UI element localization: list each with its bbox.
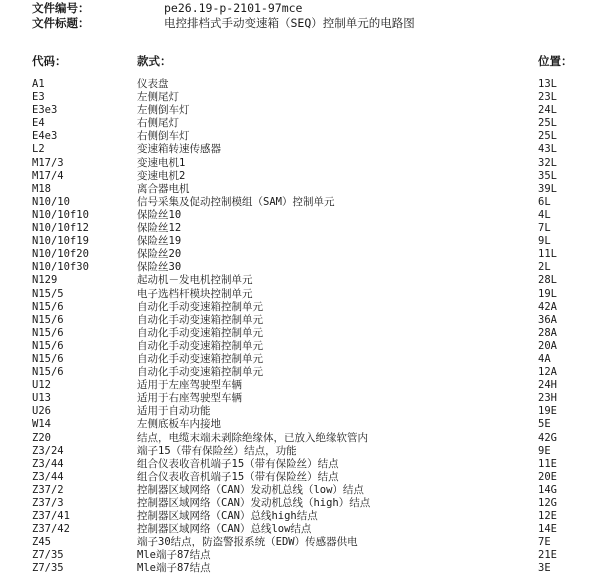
row-code: N15/6 bbox=[32, 366, 64, 379]
row-code: U13 bbox=[32, 392, 51, 405]
row-location: 19L bbox=[538, 287, 557, 300]
table-row bbox=[0, 366, 601, 379]
row-description: 右侧尾灯 bbox=[137, 117, 179, 130]
row-code: N15/6 bbox=[32, 300, 64, 313]
document-number-value: pe26.19-p-2101-97mce bbox=[164, 1, 303, 15]
row-description: 组合仪表收音机端子15（带有保险丝）结点 bbox=[137, 457, 339, 470]
table-row bbox=[0, 510, 601, 523]
row-description: 变速电机1 bbox=[137, 156, 186, 169]
row-description: 控制器区域网络（CAN）总线low结点 bbox=[137, 523, 312, 536]
row-location: 25L bbox=[538, 130, 557, 143]
row-description: 自动化手动变速箱控制单元 bbox=[137, 313, 263, 326]
table-row bbox=[0, 405, 601, 418]
table-row bbox=[0, 471, 601, 484]
row-location: 7E bbox=[538, 536, 551, 549]
row-description: 保险丝20 bbox=[137, 248, 182, 261]
row-code: L2 bbox=[32, 143, 45, 156]
table-row bbox=[0, 458, 601, 471]
row-location: 28A bbox=[538, 326, 557, 339]
row-location: 13L bbox=[538, 78, 557, 90]
row-location: 20E bbox=[538, 470, 557, 483]
table-row bbox=[0, 235, 601, 248]
row-description: 变速电机2 bbox=[137, 169, 186, 182]
row-code: M17/4 bbox=[32, 169, 64, 182]
table-row bbox=[0, 379, 601, 392]
row-location: 14E bbox=[538, 523, 557, 536]
table-row bbox=[0, 183, 601, 196]
row-description: 起动机－发电机控制单元 bbox=[137, 274, 253, 287]
row-location: 14G bbox=[538, 483, 557, 496]
row-description: 自动化手动变速箱控制单元 bbox=[137, 352, 263, 365]
row-code: Z37/42 bbox=[32, 523, 70, 536]
table-row bbox=[0, 549, 601, 562]
row-location: 39L bbox=[538, 182, 557, 195]
table-row bbox=[0, 484, 601, 497]
table-row bbox=[0, 196, 601, 209]
row-location: 23H bbox=[538, 392, 557, 405]
row-code: Z37/2 bbox=[32, 483, 64, 496]
table-row bbox=[0, 261, 601, 274]
table-row bbox=[0, 222, 601, 235]
row-description: Mle端子87结点 bbox=[137, 549, 211, 562]
row-description: 左侧倒车灯 bbox=[137, 104, 190, 117]
row-description: 控制器区域网络（CAN）总线high结点 bbox=[137, 510, 318, 523]
component-table bbox=[0, 78, 601, 576]
row-location: 24L bbox=[538, 104, 557, 117]
row-location: 12G bbox=[538, 497, 557, 509]
row-code: Z20 bbox=[32, 431, 51, 444]
row-description: 保险丝10 bbox=[137, 208, 182, 221]
row-description: 信号采集及促动控制模组（SAM）控制单元 bbox=[137, 195, 335, 208]
row-description: 左侧底板车内接地 bbox=[137, 418, 221, 431]
row-description: 离合器电机 bbox=[137, 182, 190, 195]
row-description: 适用于右座驾驶型车辆 bbox=[137, 392, 242, 405]
row-location: 9E bbox=[538, 444, 551, 457]
row-location: 43L bbox=[538, 143, 557, 156]
table-row bbox=[0, 536, 601, 549]
table-row bbox=[0, 340, 601, 353]
column-header-code: 代码： bbox=[32, 54, 67, 68]
row-code: N15/6 bbox=[32, 339, 64, 352]
table-row bbox=[0, 392, 601, 405]
table-row bbox=[0, 91, 601, 104]
row-location: 11E bbox=[538, 457, 557, 470]
row-location: 3E bbox=[538, 562, 551, 575]
row-code: N15/6 bbox=[32, 352, 64, 365]
row-location: 4L bbox=[538, 208, 551, 221]
row-location: 19E bbox=[538, 405, 557, 418]
row-location: 7L bbox=[538, 222, 551, 235]
row-description: 适用于左座驾驶型车辆 bbox=[137, 379, 242, 392]
row-location: 5E bbox=[538, 418, 551, 431]
row-code: Z45 bbox=[32, 536, 51, 549]
row-code: E4e3 bbox=[32, 130, 58, 143]
row-location: 24H bbox=[538, 379, 557, 392]
row-code: U12 bbox=[32, 379, 51, 392]
row-location: 32L bbox=[538, 156, 557, 169]
row-code: M18 bbox=[32, 182, 51, 195]
row-description: 自动化手动变速箱控制单元 bbox=[137, 366, 263, 379]
row-description: 保险丝30 bbox=[137, 261, 182, 274]
row-location: 9L bbox=[538, 235, 551, 248]
row-description: 控制器区域网络（CAN）发动机总线（high）结点 bbox=[137, 497, 371, 509]
row-location: 2L bbox=[538, 261, 551, 274]
row-location: 23L bbox=[538, 91, 557, 104]
row-code: Z7/35 bbox=[32, 549, 64, 562]
row-description: 自动化手动变速箱控制单元 bbox=[137, 326, 263, 339]
row-location: 42G bbox=[538, 431, 557, 444]
row-location: 42A bbox=[538, 300, 557, 313]
table-row bbox=[0, 445, 601, 458]
row-location: 25L bbox=[538, 117, 557, 130]
row-location: 28L bbox=[538, 274, 557, 287]
row-description: 右侧倒车灯 bbox=[137, 130, 190, 143]
row-description: 自动化手动变速箱控制单元 bbox=[137, 300, 263, 313]
row-code: E4 bbox=[32, 117, 45, 130]
row-description: 保险丝12 bbox=[137, 222, 182, 235]
row-code: N10/10f12 bbox=[32, 222, 89, 235]
row-code: N10/10f30 bbox=[32, 261, 89, 274]
table-row bbox=[0, 248, 601, 261]
table-row bbox=[0, 288, 601, 301]
row-code: E3 bbox=[32, 91, 45, 104]
table-row bbox=[0, 432, 601, 445]
row-code: Z3/24 bbox=[32, 444, 64, 457]
table-row bbox=[0, 157, 601, 170]
row-description: 组合仪表收音机端子15（带有保险丝）结点 bbox=[137, 470, 339, 483]
row-description: 端子30结点，防盗警报系统（EDW）传感器供电 bbox=[137, 536, 358, 549]
row-code: Z37/41 bbox=[32, 510, 70, 523]
column-header-loc: 位置： bbox=[538, 54, 573, 68]
row-code: Z3/44 bbox=[32, 470, 64, 483]
row-description: 自动化手动变速箱控制单元 bbox=[137, 339, 263, 352]
table-row bbox=[0, 170, 601, 183]
row-code: M17/3 bbox=[32, 156, 64, 169]
document-title-label: 文件标题： bbox=[32, 16, 90, 30]
row-location: 12A bbox=[538, 366, 557, 379]
row-code: N129 bbox=[32, 274, 58, 287]
row-description: 保险丝19 bbox=[137, 235, 182, 248]
row-code: N15/5 bbox=[32, 287, 64, 300]
row-location: 36A bbox=[538, 313, 557, 326]
document-number-label: 文件编号： bbox=[32, 1, 90, 15]
row-location: 4A bbox=[538, 352, 551, 365]
table-row bbox=[0, 327, 601, 340]
table-row bbox=[0, 562, 601, 575]
row-location: 6L bbox=[538, 195, 551, 208]
row-description: 电子选档杆模块控制单元 bbox=[137, 287, 253, 300]
row-location: 35L bbox=[538, 169, 557, 182]
table-row bbox=[0, 117, 601, 130]
table-row bbox=[0, 418, 601, 431]
row-description: 仪表盘 bbox=[137, 78, 169, 90]
table-row bbox=[0, 301, 601, 314]
table-row bbox=[0, 353, 601, 366]
row-code: Z3/44 bbox=[32, 457, 64, 470]
row-code: Z7/35 bbox=[32, 562, 64, 575]
row-location: 11L bbox=[538, 248, 557, 261]
row-code: Z37/3 bbox=[32, 497, 64, 509]
row-description: 控制器区域网络（CAN）发动机总线（low）结点 bbox=[137, 483, 364, 496]
row-code: N10/10f20 bbox=[32, 248, 89, 261]
row-description: 变速箱转速传感器 bbox=[137, 143, 221, 156]
table-row bbox=[0, 130, 601, 143]
row-code: N10/10f10 bbox=[32, 208, 89, 221]
row-description: 适用于自动功能 bbox=[137, 405, 211, 418]
row-description: 左侧尾灯 bbox=[137, 91, 179, 104]
table-row bbox=[0, 274, 601, 287]
table-row bbox=[0, 314, 601, 327]
row-location: 20A bbox=[538, 339, 557, 352]
row-location: 12E bbox=[538, 510, 557, 523]
row-code: A1 bbox=[32, 78, 45, 90]
row-location: 21E bbox=[538, 549, 557, 562]
table-row bbox=[0, 78, 601, 91]
row-code: N15/6 bbox=[32, 326, 64, 339]
table-row bbox=[0, 143, 601, 156]
column-header-desc: 款式： bbox=[137, 54, 172, 68]
row-description: 端子15（带有保险丝）结点，功能 bbox=[137, 444, 297, 457]
table-row bbox=[0, 104, 601, 117]
document-title-value: 电控排档式手动变速箱（SEQ）控制单元的电路图 bbox=[164, 16, 415, 30]
row-code: E3e3 bbox=[32, 104, 58, 117]
row-code: N10/10 bbox=[32, 195, 70, 208]
table-row bbox=[0, 497, 601, 510]
row-description: 结点，电缆末端未剥除绝缘体，已放入绝缘软管内 bbox=[137, 431, 368, 444]
row-description: Mle端子87结点 bbox=[137, 562, 211, 575]
table-row bbox=[0, 523, 601, 536]
row-code: W14 bbox=[32, 418, 51, 431]
row-code: N15/6 bbox=[32, 313, 64, 326]
row-code: U26 bbox=[32, 405, 51, 418]
table-row bbox=[0, 209, 601, 222]
row-code: N10/10f19 bbox=[32, 235, 89, 248]
